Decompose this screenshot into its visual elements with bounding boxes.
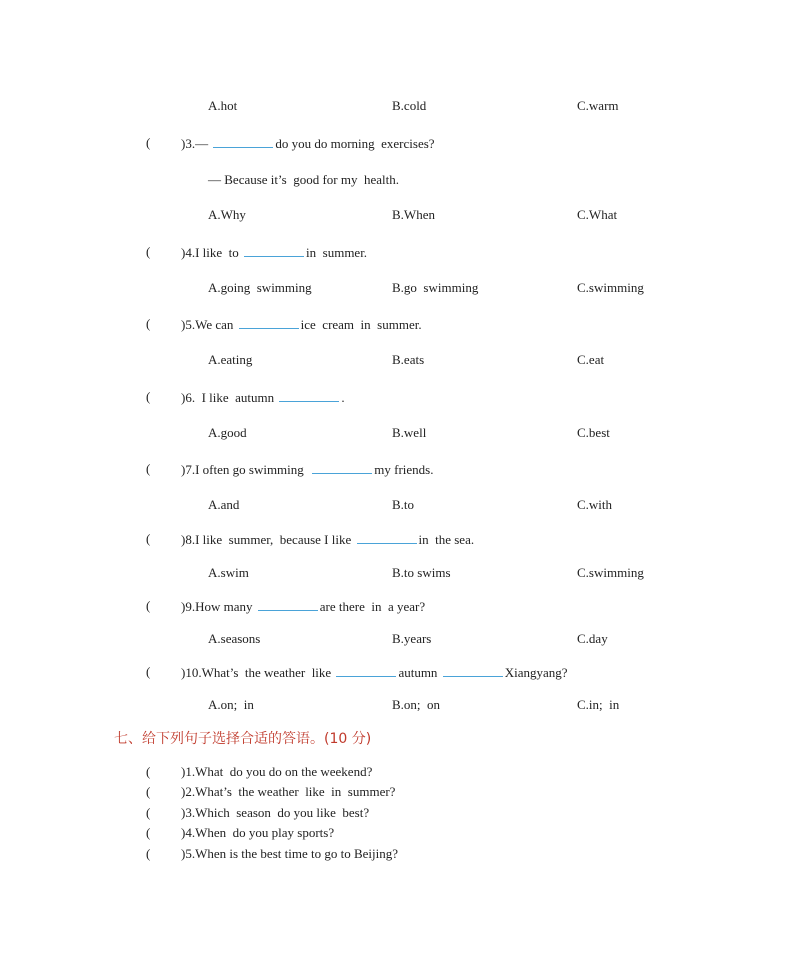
option-c: C.warm [577,98,619,113]
option-b: B.cold [392,98,427,113]
paren-open: ( [146,316,151,331]
option-c: C.swimming [577,565,644,580]
option-a: A.seasons [208,631,261,646]
option-c: C.day [577,631,608,646]
option-a: A.good [208,425,247,440]
paren-open: ( [146,784,151,799]
answer-blank[interactable] [279,389,339,402]
option-c: C.with [577,497,613,512]
option-a: A.and [208,497,240,512]
question-3: )3.— do you do morning exercises? [181,136,435,151]
option-b: B.go swimming [392,280,479,295]
section7-item: )2.What’s the weather like in summer? [181,784,396,799]
option-c: C.in; in [577,697,620,712]
answer-blank[interactable] [244,244,304,257]
question-10: )10.What’s the weather like autumn Xiangyang? [181,665,568,680]
answer-blank[interactable] [336,664,396,677]
option-a: A.on; in [208,697,254,712]
question-4: )4.I like to in summer. [181,245,368,260]
section7-item: )5.When is the best time to go to Beijing? [181,846,399,861]
paren-open: ( [146,244,151,259]
answer-blank[interactable] [213,135,273,148]
paren-open: ( [146,461,151,476]
question-6: )6. I like autumn . [181,390,345,405]
option-c: C.eat [577,352,605,367]
option-a: A.Why [208,207,246,222]
section7-item: )4.When do you play sports? [181,825,335,840]
paren-open: ( [146,825,151,840]
option-b: B.to swims [392,565,451,580]
option-a: A.eating [208,352,253,367]
answer-blank[interactable] [239,316,299,329]
paren-open: ( [146,664,151,679]
question-3-reply: — Because it’s good for my health. [208,172,399,187]
paren-open: ( [146,846,151,861]
paren-open: ( [146,764,151,779]
paren-open: ( [146,598,151,613]
paren-open: ( [146,531,151,546]
paren-open: ( [146,389,151,404]
option-b: B.to [392,497,415,512]
answer-blank[interactable] [357,531,417,544]
option-a: A.going swimming [208,280,312,295]
paren-open: ( [146,135,151,150]
option-b: B.on; on [392,697,441,712]
answer-blank[interactable] [312,461,372,474]
question-5: )5.We can ice cream in summer. [181,317,422,332]
option-c: C.swimming [577,280,644,295]
section7-item: )1.What do you do on the weekend? [181,764,373,779]
question-8: )8.I like summer, because I like in the sea. [181,532,475,547]
option-a: A.hot [208,98,238,113]
answer-blank[interactable] [443,664,503,677]
paren-open: ( [146,805,151,820]
option-c: C.best [577,425,610,440]
option-b: B.eats [392,352,425,367]
question-9: )9.How many are there in a year? [181,599,426,614]
answer-blank[interactable] [258,598,318,611]
option-c: C.What [577,207,618,222]
option-a: A.swim [208,565,249,580]
option-b: B.years [392,631,432,646]
section7-item: )3.Which season do you like best? [181,805,370,820]
question-7: )7.I often go swimming my friends. [181,462,434,477]
option-b: B.well [392,425,427,440]
option-b: B.When [392,207,435,222]
section-title: 七、给下列句子选择合适的答语。(10 分) [114,731,372,747]
